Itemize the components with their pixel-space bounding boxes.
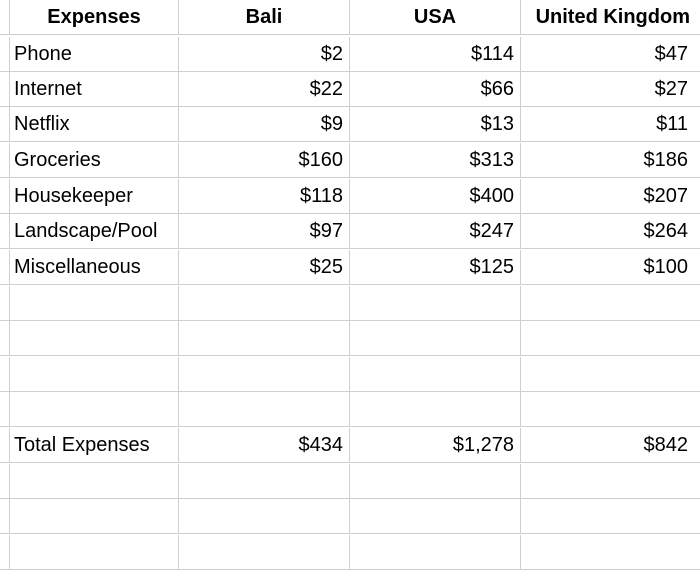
uk-value-cell[interactable] <box>521 499 700 534</box>
row-gutter-cell[interactable] <box>0 250 10 285</box>
bali-value-cell[interactable]: $9 <box>179 107 350 142</box>
table-row <box>0 535 700 570</box>
bali-value-cell[interactable]: $2 <box>179 37 350 72</box>
table-row <box>0 72 700 107</box>
usa-value-cell[interactable]: $1,278 <box>350 428 521 463</box>
usa-value-cell[interactable]: $400 <box>350 179 521 214</box>
usa-value-cell[interactable] <box>350 321 521 356</box>
table-row <box>0 464 700 499</box>
usa-value-cell[interactable] <box>350 499 521 534</box>
bali-value-cell[interactable]: $97 <box>179 214 350 249</box>
table-row <box>0 286 700 321</box>
usa-value-cell[interactable]: $114 <box>350 37 521 72</box>
expense-label-cell[interactable]: Landscape/Pool <box>10 214 179 249</box>
expense-label-cell[interactable] <box>10 357 179 392</box>
bali-value-cell[interactable]: $25 <box>179 250 350 285</box>
table-row <box>0 357 700 392</box>
row-gutter-cell[interactable] <box>0 72 10 107</box>
table-row <box>0 392 700 427</box>
bali-value-cell[interactable] <box>179 321 350 356</box>
header-row <box>0 0 700 35</box>
table-row <box>0 214 700 249</box>
uk-value-cell[interactable]: $47 <box>654 43 688 65</box>
uk-value-cell[interactable] <box>521 321 700 356</box>
uk-value-cell[interactable]: $186 <box>643 149 688 171</box>
expense-label-cell[interactable]: Miscellaneous <box>10 250 179 285</box>
total-row <box>0 428 700 463</box>
table-row <box>0 37 700 72</box>
row-gutter-cell[interactable] <box>0 286 10 321</box>
expense-label-cell[interactable] <box>10 499 179 534</box>
row-gutter-cell[interactable] <box>0 214 10 249</box>
table-row <box>0 499 700 534</box>
uk-value-cell[interactable] <box>521 392 700 427</box>
expense-label-cell[interactable]: Internet <box>10 72 179 107</box>
usa-value-cell[interactable] <box>350 357 521 392</box>
table-row <box>0 321 700 356</box>
bali-value-cell[interactable] <box>179 499 350 534</box>
row-gutter-cell[interactable] <box>0 0 10 35</box>
uk-value-cell[interactable]: $11 <box>656 113 688 135</box>
bali-value-cell[interactable] <box>179 286 350 321</box>
expense-label-cell[interactable]: Total Expenses <box>10 428 179 463</box>
row-gutter-cell[interactable] <box>0 321 10 356</box>
header-united-kingdom[interactable]: United Kingdom <box>535 6 690 28</box>
row-gutter-cell[interactable] <box>0 535 10 570</box>
table-row <box>0 250 700 285</box>
usa-value-cell[interactable]: $13 <box>350 107 521 142</box>
bali-value-cell[interactable] <box>179 535 350 570</box>
header-usa[interactable]: USA <box>350 0 521 35</box>
bali-value-cell[interactable]: $118 <box>179 179 350 214</box>
row-gutter-cell[interactable] <box>0 357 10 392</box>
expense-label-cell[interactable] <box>10 392 179 427</box>
expense-label-cell[interactable] <box>10 535 179 570</box>
bali-value-cell[interactable] <box>179 392 350 427</box>
expense-label-cell[interactable]: Housekeeper <box>10 179 179 214</box>
uk-value-cell[interactable]: $207 <box>643 185 688 207</box>
row-gutter-cell[interactable] <box>0 428 10 463</box>
table-row <box>0 107 700 142</box>
uk-value-cell[interactable]: $100 <box>643 256 688 278</box>
uk-value-cell[interactable] <box>521 286 700 321</box>
uk-value-cell[interactable] <box>521 535 700 570</box>
uk-value-cell[interactable]: $842 <box>643 434 688 456</box>
usa-value-cell[interactable]: $313 <box>350 143 521 178</box>
expense-label-cell[interactable] <box>10 321 179 356</box>
expense-label-cell[interactable]: Netflix <box>10 107 179 142</box>
table-row <box>0 143 700 178</box>
expense-label-cell[interactable] <box>10 464 179 499</box>
usa-value-cell[interactable]: $247 <box>350 214 521 249</box>
uk-value-cell[interactable]: $264 <box>643 220 688 242</box>
bali-value-cell[interactable]: $22 <box>179 72 350 107</box>
uk-value-cell[interactable] <box>521 357 700 392</box>
row-gutter-cell[interactable] <box>0 143 10 178</box>
usa-value-cell[interactable] <box>350 286 521 321</box>
usa-value-cell[interactable] <box>350 464 521 499</box>
expense-label-cell[interactable] <box>10 286 179 321</box>
row-gutter-cell[interactable] <box>0 37 10 72</box>
uk-value-cell[interactable] <box>521 464 700 499</box>
header-bali[interactable]: Bali <box>179 0 350 35</box>
row-gutter-cell[interactable] <box>0 464 10 499</box>
uk-value-cell[interactable]: $27 <box>654 78 688 100</box>
usa-value-cell[interactable]: $66 <box>350 72 521 107</box>
bali-value-cell[interactable]: $434 <box>179 428 350 463</box>
row-gutter-cell[interactable] <box>0 392 10 427</box>
expense-label-cell[interactable]: Phone <box>10 37 179 72</box>
usa-value-cell[interactable]: $125 <box>350 250 521 285</box>
row-gutter-cell[interactable] <box>0 179 10 214</box>
row-gutter-cell[interactable] <box>0 107 10 142</box>
bali-value-cell[interactable] <box>179 357 350 392</box>
bali-value-cell[interactable] <box>179 464 350 499</box>
table-row <box>0 179 700 214</box>
bali-value-cell[interactable]: $160 <box>179 143 350 178</box>
row-gutter-cell[interactable] <box>0 499 10 534</box>
expense-label-cell[interactable]: Groceries <box>10 143 179 178</box>
header-expenses[interactable]: Expenses <box>10 0 179 35</box>
usa-value-cell[interactable] <box>350 392 521 427</box>
usa-value-cell[interactable] <box>350 535 521 570</box>
